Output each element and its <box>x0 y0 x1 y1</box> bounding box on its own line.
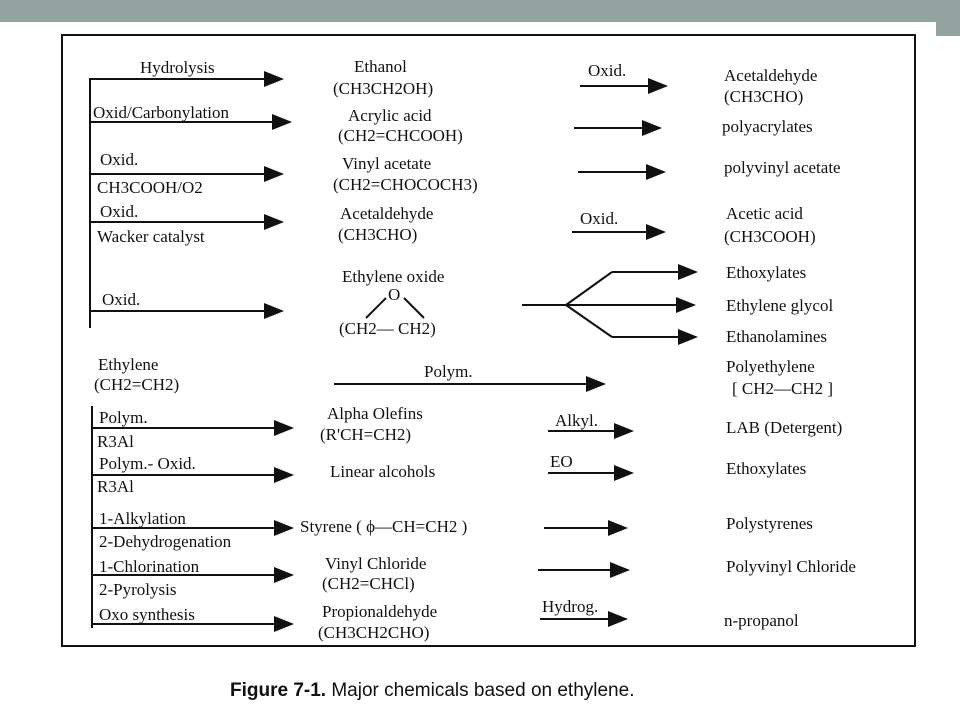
label-acetaldehyde-mid: Acetaldehyde <box>340 204 434 223</box>
label-styrene: Styrene ( ϕ—CH=CH2 ) <box>300 517 468 536</box>
label-acrylic-acid: Acrylic acid <box>348 106 432 125</box>
label-vinyl-acetate: Vinyl acetate <box>342 154 432 173</box>
eo-bond-left <box>366 298 386 318</box>
formula-ethylene: (CH2=CH2) <box>94 375 180 394</box>
formula-vinyl-chloride: (CH2=CHCl) <box>322 574 415 593</box>
label-alkyl: Alkyl. <box>555 411 598 430</box>
product-ethoxylates-2: Ethoxylates <box>726 459 807 478</box>
product-pvc: Polyvinyl Chloride <box>726 557 856 576</box>
label-r3al-1: R3Al <box>97 432 134 451</box>
label-polym-main: Polym. <box>424 362 473 381</box>
product-ethanolamines: Ethanolamines <box>726 327 828 346</box>
product-acetic-acid: Acetic acid <box>726 204 803 223</box>
label-oxid-carbonylation: Oxid/Carbonylation <box>93 103 229 122</box>
product-acetic-formula: (CH3COOH) <box>724 227 816 246</box>
product-ethoxylates-1: Ethoxylates <box>726 263 807 282</box>
label-propionaldehyde: Propionaldehyde <box>322 602 438 621</box>
label-linear-alcohols: Linear alcohols <box>330 462 436 481</box>
figure-caption <box>230 680 634 702</box>
product-acetaldehyde-formula: (CH3CHO) <box>724 87 804 106</box>
label-pyrolysis: 2-Pyrolysis <box>99 580 177 599</box>
figure-number: Figure 7-1. <box>230 680 327 701</box>
product-polyacrylates: polyacrylates <box>722 117 813 136</box>
product-n-propanol: n-propanol <box>724 611 799 630</box>
label-ethylene: Ethylene <box>98 355 159 374</box>
label-alkylation: 1-Alkylation <box>99 509 186 528</box>
label-ch3cooh-o2: CH3COOH/O2 <box>97 178 203 197</box>
label-r3al-2: R3Al <box>97 477 134 496</box>
product-polyethylene-formula: [ CH2—CH2 ] <box>732 379 834 398</box>
eo-oxygen: O <box>388 285 401 304</box>
label-oxid-2: Oxid. <box>100 202 139 221</box>
eo-bond-right <box>404 298 424 318</box>
formula-vinyl-acetate: (CH2=CHOCOCH3) <box>333 175 478 194</box>
label-dehydrogenation: 2-Dehydrogenation <box>99 532 232 551</box>
label-hydrolysis: Hydrolysis <box>140 58 215 77</box>
product-polyethylene: Polyethylene <box>726 357 815 376</box>
branch-upper <box>566 272 612 305</box>
formula-acrylic: (CH2=CHCOOH) <box>338 126 463 145</box>
product-lab: LAB (Detergent) <box>726 418 843 437</box>
label-polym-1: Polym. <box>99 408 148 427</box>
product-polyvinyl-acetate: polyvinyl acetate <box>724 158 841 177</box>
label-chlorination: 1-Chlorination <box>99 557 200 576</box>
label-hydrog: Hydrog. <box>542 597 599 616</box>
label-ethylene-oxide: Ethylene oxide <box>342 267 445 286</box>
label-vinyl-chloride: Vinyl Chloride <box>325 554 427 573</box>
product-ethylene-glycol: Ethylene glycol <box>726 296 834 315</box>
formula-acetaldehyde-mid: (CH3CHO) <box>338 225 418 244</box>
label-eo: EO <box>550 452 573 471</box>
figure-title: Major chemicals based on ethylene. <box>331 680 635 701</box>
label-ethanol: Ethanol <box>354 57 407 76</box>
label-oxid-a: Oxid. <box>588 61 627 80</box>
branch-lower <box>566 305 612 337</box>
product-acetaldehyde: Acetaldehyde <box>724 66 818 85</box>
label-wacker: Wacker catalyst <box>97 227 205 246</box>
formula-ethanol: (CH3CH2OH) <box>333 79 434 98</box>
product-polystyrenes: Polystyrenes <box>726 514 813 533</box>
label-oxid-3: Oxid. <box>102 290 141 309</box>
formula-eo-ring: (CH2— CH2) <box>339 319 436 338</box>
label-polym-oxid: Polym.- Oxid. <box>99 454 196 473</box>
label-alpha-olefins: Alpha Olefins <box>327 404 423 423</box>
formula-propionaldehyde: (CH3CH2CHO) <box>318 623 430 642</box>
formula-alpha: (R'CH=CH2) <box>320 425 412 444</box>
label-oxid-1: Oxid. <box>100 150 139 169</box>
label-oxo: Oxo synthesis <box>99 605 195 624</box>
label-oxid-b: Oxid. <box>580 209 619 228</box>
